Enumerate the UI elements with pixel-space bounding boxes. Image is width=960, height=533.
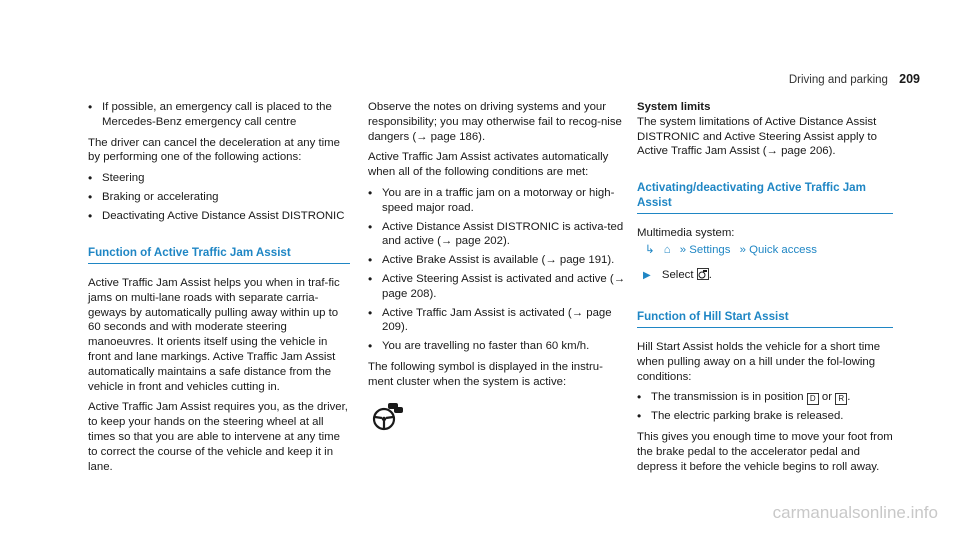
list-item: • Active Brake Assist is available (→ page 191). xyxy=(368,253,626,268)
conditions-list xyxy=(368,186,626,354)
list-item: • Active Distance Assist DISTRONIC is activa-ted and active (→ page 202). xyxy=(368,220,626,250)
menu-arrow-icon: ↳ xyxy=(645,243,655,256)
list-item: • Active Traffic Jam Assist is activated (→ page 209). xyxy=(368,306,626,336)
list-item: • If possible, an emergency call is placed to the Mercedes-Benz emergency call centre xyxy=(88,100,350,130)
paragraph: Observe the notes on driving systems and your responsibility; you may otherwise fail to recog-nise dangers (→ page 186). xyxy=(368,101,622,143)
list-item: • Steering xyxy=(88,171,350,186)
section-title: Driving and parking xyxy=(788,74,888,86)
system-limits-heading: System limits xyxy=(637,101,711,113)
list-item: • You are travelling no faster than 60 km/h. xyxy=(368,339,626,354)
gear-r-icon: R xyxy=(835,393,847,405)
menu-settings: Settings xyxy=(689,243,731,256)
action-triangle-icon: ▶ xyxy=(643,269,651,281)
list-item xyxy=(637,390,893,405)
top-bullet-list xyxy=(88,100,350,130)
paragraph: This gives you enough time to move your foot from the brake pedal to the accelerator pedal and depress it before the vehicle begins to roll away. xyxy=(637,431,893,473)
cancel-actions-list xyxy=(88,171,350,223)
list-item: • Deactivating Active Distance Assist DISTRONIC xyxy=(88,209,350,224)
chevron-right-icon: » xyxy=(679,243,687,256)
activation-heading: Activating/deactivating Active Traffic Jam Assist xyxy=(637,181,893,214)
menu-quick-access: Quick access xyxy=(749,243,817,256)
hill-start-heading: Function of Hill Start Assist xyxy=(637,310,893,329)
traffic-jam-assist-icon xyxy=(697,268,709,280)
page-header xyxy=(789,72,920,86)
column-2 xyxy=(368,100,626,436)
condition-or: or xyxy=(821,391,833,404)
list-item: • Braking or accelerating xyxy=(88,190,350,205)
column-1 xyxy=(88,100,350,480)
paragraph: The system limitations of Active Distance Assist DISTRONIC and Active Steering Assist apply to Active Traffic Jam Assist (→ page 206). xyxy=(637,115,877,158)
hill-conditions-list xyxy=(637,390,893,424)
page-number: 209 xyxy=(899,72,920,86)
section-heading: Function of Active Traffic Jam Assist xyxy=(88,246,350,265)
paragraph: The driver can cancel the deceleration at any time by performing one of the following actions: xyxy=(88,136,340,164)
column-3 xyxy=(637,100,893,481)
paragraph: Hill Start Assist holds the vehicle for a short time when pulling away on a hill under the fol-lowing conditions: xyxy=(637,341,881,383)
select-label: Select xyxy=(661,268,694,281)
paragraph: Active Traffic Jam Assist helps you when in traf-fic jams on multi-lane roads with separate carria-geways by automatically pulling away within up to 60 seconds and with moderate steering manoeuvres. It orients itself using the vehicle in front and lane markings. Active Traffic Jam Assist automatically maintains a safe distance from the vehicle in front and vehicles cutting in. xyxy=(88,277,340,393)
condition-text: The transmission is in position xyxy=(651,391,804,404)
list-item: • The electric parking brake is released. xyxy=(637,409,893,424)
traffic-jam-assist-icon xyxy=(372,402,626,437)
watermark: carmanualsonline.info xyxy=(772,503,938,522)
menu-path xyxy=(645,243,893,258)
home-icon: ⌂ xyxy=(663,243,671,256)
gear-d-icon: D xyxy=(807,393,819,405)
paragraph: Active Traffic Jam Assist requires you, as the driver, to keep your hands on the steering wheel at all times so that you are able to intervene at any time to correct the course of the vehicle and keep it in lane. xyxy=(88,401,348,473)
list-item: • You are in a traffic jam on a motorway or high-speed major road. xyxy=(368,186,626,216)
condition-post: . xyxy=(847,391,851,404)
select-suffix: . xyxy=(708,268,712,281)
chevron-right-icon: » xyxy=(739,243,746,256)
multimedia-label: Multimedia system: xyxy=(637,227,735,240)
paragraph: The following symbol is displayed in the instru-ment cluster when the system is active: xyxy=(368,360,603,388)
select-action xyxy=(643,268,893,284)
paragraph: Active Traffic Jam Assist activates automatically when all of the following conditions are met: xyxy=(368,151,609,179)
list-item: • Active Steering Assist is activated and active (→ page 208). xyxy=(368,272,626,302)
